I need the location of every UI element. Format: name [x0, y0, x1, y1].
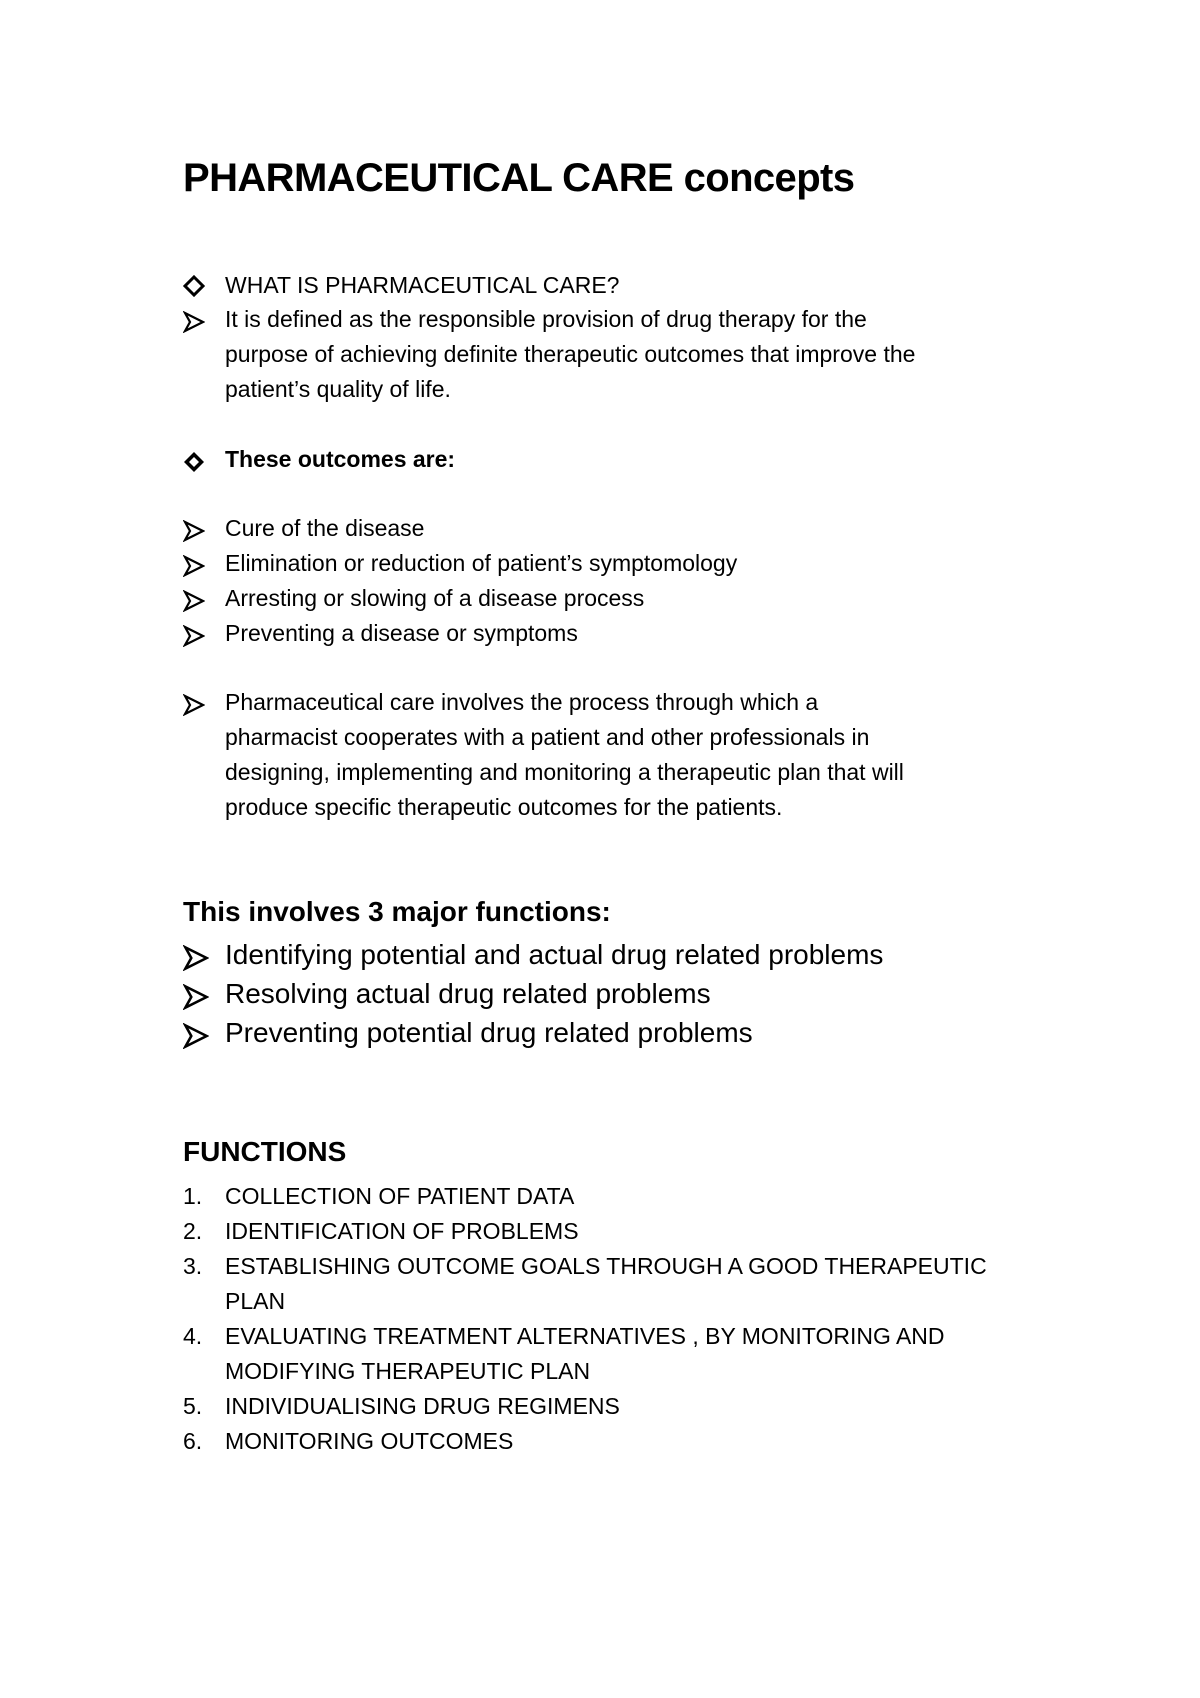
diamond-filled-icon	[183, 451, 205, 477]
function-item: INDIVIDUALISING DRUG REGIMENS	[225, 1393, 620, 1419]
arrowhead-bullet-icon	[183, 520, 205, 542]
process-line: pharmacist cooperates with a patient and other professionals in	[225, 724, 870, 750]
definition-line: purpose of achieving definite therapeutic outcomes that improve the	[225, 341, 916, 367]
arrowhead-bullet-icon	[183, 984, 209, 1010]
process-line: designing, implementing and monitoring a therapeutic plan that will	[225, 759, 904, 785]
section-heading-what-is: WHAT IS PHARMACEUTICAL CARE?	[225, 272, 620, 298]
major-function-item: Identifying potential and actual drug related problems	[225, 939, 884, 970]
major-function-item: Resolving actual drug related problems	[225, 978, 711, 1009]
arrowhead-bullet-icon	[183, 1023, 209, 1049]
section-heading-major-functions: This involves 3 major functions:	[183, 896, 611, 927]
arrowhead-bullet-icon	[183, 945, 209, 971]
list-number: 6.	[183, 1428, 203, 1454]
function-item: EVALUATING TREATMENT ALTERNATIVES , BY MONITORING AND	[225, 1323, 945, 1349]
outcome-item: Cure of the disease	[225, 515, 425, 541]
function-item: ESTABLISHING OUTCOME GOALS THROUGH A GOOD THERAPEUTIC	[225, 1253, 987, 1279]
list-number: 2.	[183, 1218, 203, 1244]
list-number: 3.	[183, 1253, 203, 1279]
definition-line: patient’s quality of life.	[225, 376, 451, 402]
section-heading-functions: FUNCTIONS	[183, 1136, 347, 1167]
arrowhead-bullet-icon	[183, 590, 205, 612]
function-item: IDENTIFICATION OF PROBLEMS	[225, 1218, 579, 1244]
process-line: Pharmaceutical care involves the process through which a	[225, 689, 819, 715]
process-line: produce specific therapeutic outcomes for the patients.	[225, 794, 783, 820]
diamond-outline-icon	[183, 275, 205, 301]
outcome-item: Preventing a disease or symptoms	[225, 620, 578, 646]
major-function-item: Preventing potential drug related problems	[225, 1017, 753, 1048]
list-number: 5.	[183, 1393, 203, 1419]
outcome-item: Elimination or reduction of patient’s symptomology	[225, 550, 738, 576]
arrowhead-bullet-icon	[183, 311, 205, 333]
section-heading-outcomes: These outcomes are:	[225, 446, 456, 472]
list-number: 4.	[183, 1323, 203, 1349]
list-number: 1.	[183, 1183, 203, 1209]
outcome-item: Arresting or slowing of a disease process	[225, 585, 645, 611]
function-item: MONITORING OUTCOMES	[225, 1428, 514, 1454]
arrowhead-bullet-icon	[183, 625, 205, 647]
definition-line: It is defined as the responsible provision of drug therapy for the	[225, 306, 867, 332]
function-item-continuation: MODIFYING THERAPEUTIC PLAN	[225, 1358, 591, 1384]
arrowhead-bullet-icon	[183, 555, 205, 577]
function-item: COLLECTION OF PATIENT DATA	[225, 1183, 575, 1209]
arrowhead-bullet-icon	[183, 694, 205, 716]
page-title: PHARMACEUTICAL CARE concepts	[183, 156, 855, 200]
function-item-continuation: PLAN	[225, 1288, 286, 1314]
